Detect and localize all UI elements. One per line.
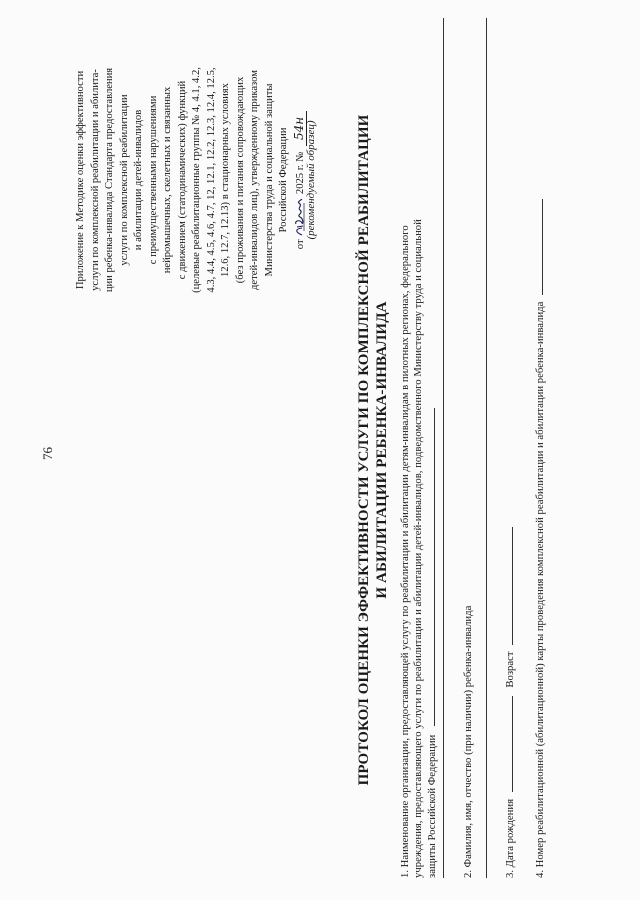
title-line-1: ПРОТОКОЛ ОЦЕНКИ ЭФФЕКТИВНОСТИ УСЛУГИ ПО КОМПЛЕКСНОЙ РЕАБИЛИТАЦИИ [356,114,372,786]
title-line-2: И АБИЛИТАЦИИ РЕБЕНКА-ИНВАЛИДА [374,301,390,599]
handwritten-date-signature [292,197,306,237]
appendix-line: (без проживания и питания сопровождающих [234,76,246,284]
appendix-line: (целевые реабилитационные группы № 4, 4.1, 4.2, [191,67,202,293]
page-number: 76 [40,447,55,460]
item-2-child-name [462,18,475,878]
child-name-field[interactable] [486,18,487,878]
appendix-line: ции ребенка-инвалида Стандарта предоставления [104,67,115,293]
birth-date-label: 3. Дата рождения [504,798,516,878]
appendix-line: 4.3, 4.4, 4.5, 4.6, 4.7, 12, 12.1, 12.2, 12.3, 12.4, 12.5, [205,67,217,293]
item-1-organization [399,18,439,878]
appendix-line: Министерства труда и социальной защиты [263,83,275,277]
card-number-field[interactable] [532,199,543,295]
item-1-line-3-row [424,18,439,878]
organization-name-line-2[interactable] [443,18,444,878]
order-prefix: от [294,239,306,250]
order-year: 2025 г. [294,164,306,195]
appendix-line: нейромышечных, скелетных и связанных [162,86,173,274]
appendix-line: Приложение к Методике оценки эффективности [75,70,86,290]
recommended-sample-note: (рекомендуемый образец) [305,120,317,240]
birth-date-field[interactable] [502,696,513,792]
card-number-label: 4. Номер реабилитационной (абилитационной) карты проведения комплексной реабилитации и абилитации ребенка-инвалида [534,301,546,878]
item-1-line-3: защиты Российской Федерации [426,734,438,878]
age-label: Возраст [504,651,516,688]
appendix-line: 12.6, 12.7, 12.13) в стационарных условиях [220,83,231,277]
appendix-line: с преимущественными нарушениями [147,95,159,265]
organization-name-field[interactable] [424,408,435,726]
item-2-label: 2. Фамилия, имя, отчество (при наличии) ребенка-инвалида [462,605,474,878]
appendix-line: и абилитации детей-инвалидов [133,109,144,251]
protocol-title [355,110,391,790]
item-1-line-2: учреждения, предоставляющего услуги по реабилитации и абилитации детей-инвалидов, подведомственного Министерству труда и социальной [411,219,424,878]
item-1-line-1: 1. Наименование организации, предоставляющей услугу по реабилитации и абилитации детям-инвалидам в пилотных регионах, федерального [399,225,411,878]
appendix-line: детей-инвалидов лиц), утвержденному приказом [249,70,260,290]
appendix-block [74,30,308,330]
appendix-line: услуги по комплексной реабилитации и абилита- [89,69,101,291]
appendix-line: услуги по комплексной реабилитации [118,94,130,266]
age-field[interactable] [502,527,513,645]
appendix-line: с движением (статодинамических) функций [176,80,188,280]
order-number-label: № [294,151,306,162]
appendix-line: Российской Федерации [278,127,289,233]
item-3-birth-age [502,18,517,878]
item-4-card-number [532,18,547,878]
order-number: 54н [292,111,307,146]
